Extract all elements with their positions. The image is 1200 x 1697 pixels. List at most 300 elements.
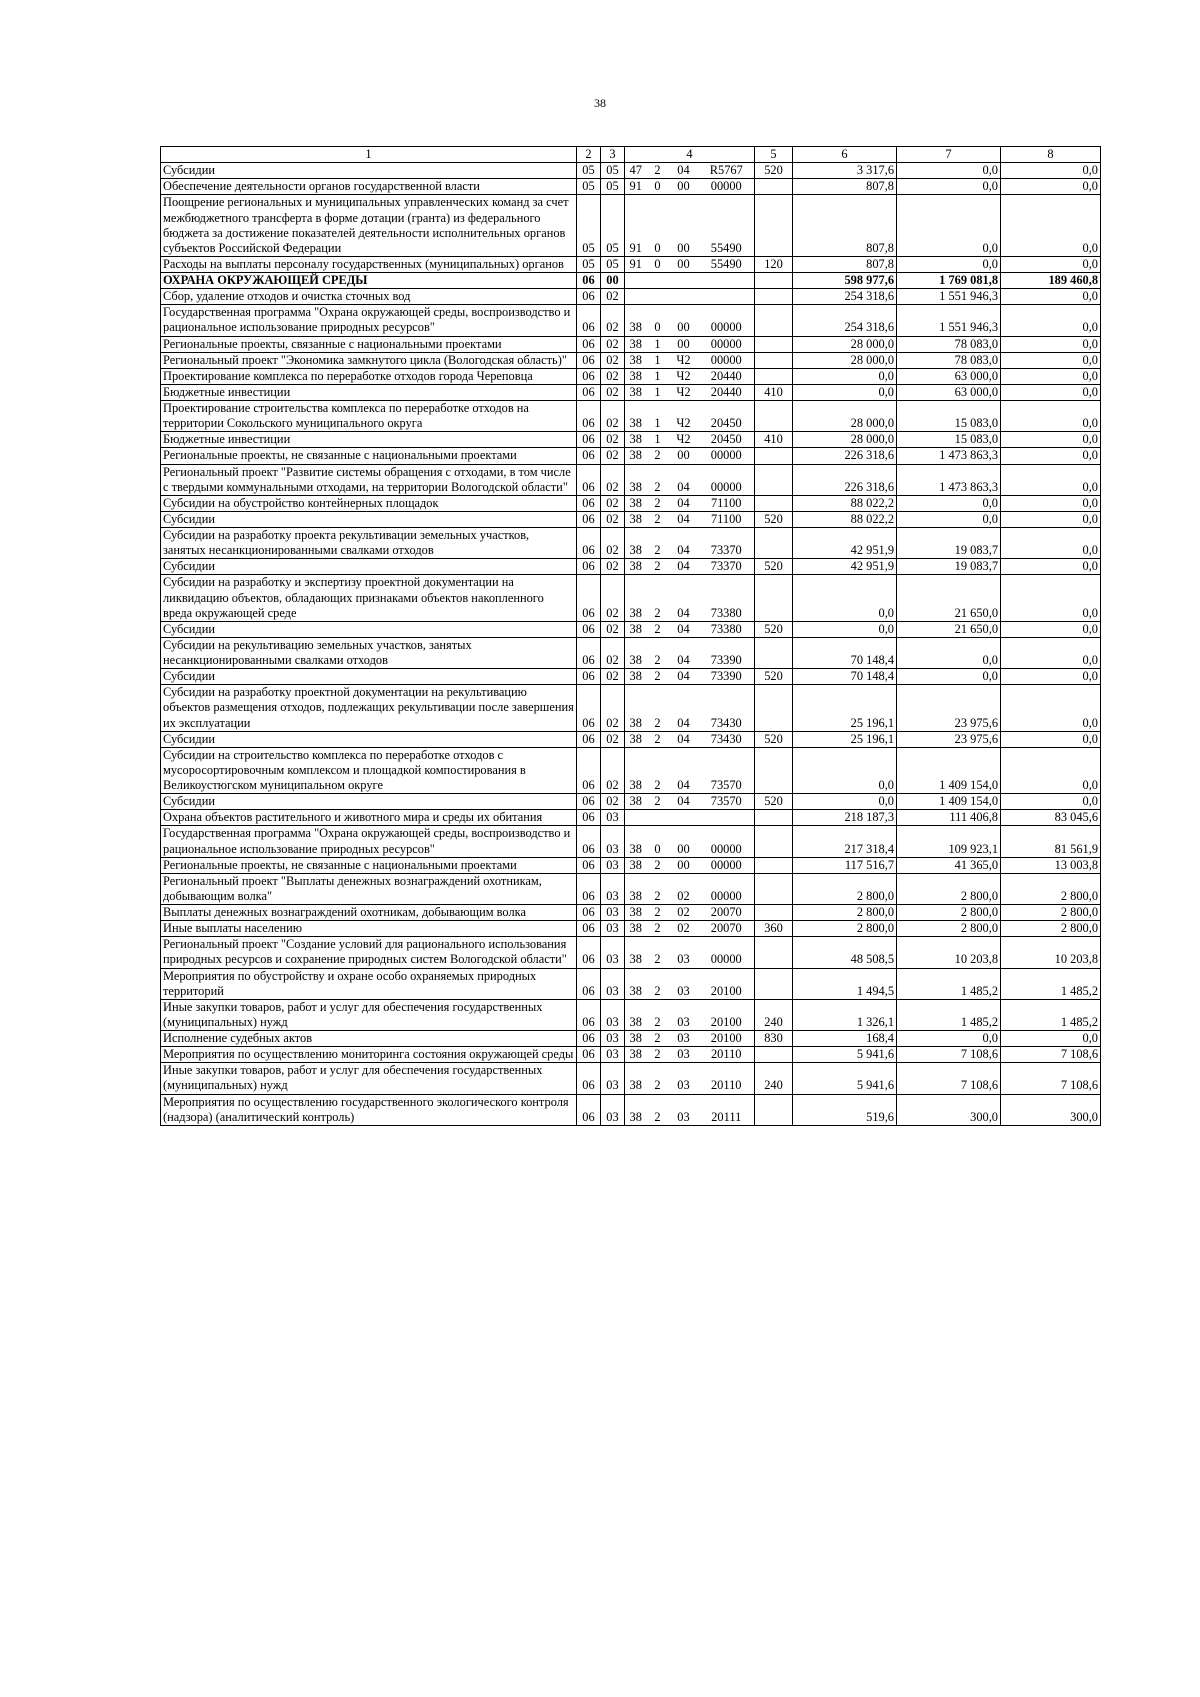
direction-code: 20100 bbox=[699, 999, 755, 1030]
subprogram-code: 2 bbox=[647, 559, 669, 575]
amount-col-7: 2 800,0 bbox=[897, 873, 1001, 904]
project-code: 03 bbox=[669, 1063, 699, 1094]
section-code: 06 bbox=[577, 937, 601, 968]
amount-col-7: 0,0 bbox=[897, 669, 1001, 685]
subsection-code: 02 bbox=[601, 464, 625, 495]
section-code: 05 bbox=[577, 179, 601, 195]
section-code: 06 bbox=[577, 747, 601, 793]
program-code: 38 bbox=[625, 747, 647, 793]
row-name: Субсидии на разработку проектной документации на рекультивацию объектов размещения отходов, подлежащих рекультивации после завершения их эксплуатации bbox=[161, 685, 577, 731]
section-code: 06 bbox=[577, 810, 601, 826]
project-code bbox=[669, 810, 699, 826]
amount-col-7: 21 650,0 bbox=[897, 621, 1001, 637]
table-row bbox=[161, 1031, 1101, 1047]
section-code: 06 bbox=[577, 1094, 601, 1125]
amount-col-6: 0,0 bbox=[793, 621, 897, 637]
direction-code: 00000 bbox=[699, 179, 755, 195]
expense-type-code bbox=[755, 685, 793, 731]
direction-code: 55490 bbox=[699, 195, 755, 257]
program-code: 38 bbox=[625, 1094, 647, 1125]
row-name: Проектирование строительства комплекса по переработке отходов на территории Сокольского муниципального округа bbox=[161, 401, 577, 432]
section-code: 06 bbox=[577, 464, 601, 495]
subsection-code: 02 bbox=[601, 305, 625, 336]
row-name: Мероприятия по обустройству и охране особо охраняемых природных территорий bbox=[161, 968, 577, 999]
program-code: 38 bbox=[625, 826, 647, 857]
subsection-code: 00 bbox=[601, 273, 625, 289]
amount-col-7: 2 800,0 bbox=[897, 921, 1001, 937]
subsection-code: 03 bbox=[601, 1047, 625, 1063]
subsection-code: 02 bbox=[601, 559, 625, 575]
amount-col-8: 0,0 bbox=[1001, 511, 1101, 527]
direction-code: 20440 bbox=[699, 384, 755, 400]
table-row bbox=[161, 401, 1101, 432]
section-code: 06 bbox=[577, 1047, 601, 1063]
row-name: Обеспечение деятельности органов государственной власти bbox=[161, 179, 577, 195]
project-code: 04 bbox=[669, 669, 699, 685]
amount-col-8: 0,0 bbox=[1001, 575, 1101, 621]
subprogram-code: 2 bbox=[647, 511, 669, 527]
row-name: ОХРАНА ОКРУЖАЮЩЕЙ СРЕДЫ bbox=[161, 273, 577, 289]
program-code: 38 bbox=[625, 511, 647, 527]
amount-col-8: 13 003,8 bbox=[1001, 857, 1101, 873]
direction-code: 73370 bbox=[699, 559, 755, 575]
subsection-code: 02 bbox=[601, 637, 625, 668]
project-code: 02 bbox=[669, 921, 699, 937]
amount-col-6: 42 951,9 bbox=[793, 528, 897, 559]
section-code: 05 bbox=[577, 256, 601, 272]
row-name: Бюджетные инвестиции bbox=[161, 432, 577, 448]
expense-type-code bbox=[755, 352, 793, 368]
direction-code: 71100 bbox=[699, 511, 755, 527]
program-code bbox=[625, 810, 647, 826]
subprogram-code: 2 bbox=[647, 621, 669, 637]
table-row bbox=[161, 336, 1101, 352]
amount-col-7: 0,0 bbox=[897, 256, 1001, 272]
project-code: 04 bbox=[669, 495, 699, 511]
amount-col-6: 117 516,7 bbox=[793, 857, 897, 873]
row-name: Региональные проекты, не связанные с национальными проектами bbox=[161, 448, 577, 464]
section-code: 06 bbox=[577, 621, 601, 637]
amount-col-6: 2 800,0 bbox=[793, 905, 897, 921]
amount-col-6: 0,0 bbox=[793, 368, 897, 384]
amount-col-6: 5 941,6 bbox=[793, 1063, 897, 1094]
amount-col-8: 0,0 bbox=[1001, 464, 1101, 495]
expense-type-code bbox=[755, 273, 793, 289]
header-col-3: 3 bbox=[601, 147, 625, 163]
subprogram-code: 2 bbox=[647, 637, 669, 668]
row-name: Поощрение региональных и муниципальных управленческих команд за счет межбюджетного трансферта в форме дотации (гранта) из федерального бюджета за достижение показателей деятельности исполнительных органов субъектов Российской Федерации bbox=[161, 195, 577, 257]
table-row bbox=[161, 968, 1101, 999]
subsection-code: 02 bbox=[601, 432, 625, 448]
subsection-code: 02 bbox=[601, 448, 625, 464]
program-code: 38 bbox=[625, 937, 647, 968]
amount-col-7: 23 975,6 bbox=[897, 685, 1001, 731]
direction-code: 20450 bbox=[699, 432, 755, 448]
direction-code: 73370 bbox=[699, 528, 755, 559]
header-col-7: 7 bbox=[897, 147, 1001, 163]
subsection-code: 03 bbox=[601, 968, 625, 999]
project-code: 03 bbox=[669, 1094, 699, 1125]
subprogram-code: 2 bbox=[647, 448, 669, 464]
subprogram-code: 0 bbox=[647, 195, 669, 257]
expense-type-code bbox=[755, 857, 793, 873]
amount-col-7: 15 083,0 bbox=[897, 401, 1001, 432]
amount-col-7: 0,0 bbox=[897, 179, 1001, 195]
row-name: Субсидии bbox=[161, 511, 577, 527]
amount-col-7: 41 365,0 bbox=[897, 857, 1001, 873]
program-code: 91 bbox=[625, 195, 647, 257]
expense-type-code bbox=[755, 528, 793, 559]
table-row bbox=[161, 810, 1101, 826]
expense-type-code: 360 bbox=[755, 921, 793, 937]
subsection-code: 02 bbox=[601, 384, 625, 400]
program-code: 38 bbox=[625, 336, 647, 352]
section-code: 06 bbox=[577, 794, 601, 810]
subprogram-code: 2 bbox=[647, 1047, 669, 1063]
row-name: Проектирование комплекса по переработке отходов города Череповца bbox=[161, 368, 577, 384]
section-code: 06 bbox=[577, 495, 601, 511]
table-row bbox=[161, 352, 1101, 368]
table-row bbox=[161, 747, 1101, 793]
row-name: Иные выплаты населению bbox=[161, 921, 577, 937]
table-row bbox=[161, 432, 1101, 448]
table-row bbox=[161, 289, 1101, 305]
amount-col-6: 1 494,5 bbox=[793, 968, 897, 999]
amount-col-6: 0,0 bbox=[793, 384, 897, 400]
amount-col-7: 300,0 bbox=[897, 1094, 1001, 1125]
amount-col-8: 0,0 bbox=[1001, 352, 1101, 368]
row-name: Расходы на выплаты персоналу государственных (муниципальных) органов bbox=[161, 256, 577, 272]
subprogram-code: 2 bbox=[647, 1094, 669, 1125]
amount-col-6: 1 326,1 bbox=[793, 999, 897, 1030]
row-name: Субсидии bbox=[161, 731, 577, 747]
header-col-6: 6 bbox=[793, 147, 897, 163]
expense-type-code: 520 bbox=[755, 621, 793, 637]
subprogram-code: 2 bbox=[647, 1063, 669, 1094]
direction-code: 00000 bbox=[699, 352, 755, 368]
subsection-code: 02 bbox=[601, 528, 625, 559]
program-code: 38 bbox=[625, 575, 647, 621]
amount-col-6: 88 022,2 bbox=[793, 495, 897, 511]
section-code: 06 bbox=[577, 273, 601, 289]
amount-col-6: 70 148,4 bbox=[793, 637, 897, 668]
table-row bbox=[161, 179, 1101, 195]
expense-type-code bbox=[755, 336, 793, 352]
direction-code bbox=[699, 810, 755, 826]
section-code: 06 bbox=[577, 352, 601, 368]
amount-col-7: 1 769 081,8 bbox=[897, 273, 1001, 289]
amount-col-6: 598 977,6 bbox=[793, 273, 897, 289]
program-code: 38 bbox=[625, 731, 647, 747]
amount-col-8: 10 203,8 bbox=[1001, 937, 1101, 968]
expense-type-code: 520 bbox=[755, 794, 793, 810]
table-row bbox=[161, 163, 1101, 179]
direction-code: 20111 bbox=[699, 1094, 755, 1125]
expense-type-code: 520 bbox=[755, 511, 793, 527]
amount-col-8: 189 460,8 bbox=[1001, 273, 1101, 289]
program-code: 38 bbox=[625, 368, 647, 384]
amount-col-8: 0,0 bbox=[1001, 336, 1101, 352]
amount-col-8: 0,0 bbox=[1001, 559, 1101, 575]
page-number: 38 bbox=[594, 96, 606, 110]
amount-col-7: 1 485,2 bbox=[897, 968, 1001, 999]
expense-type-code bbox=[755, 968, 793, 999]
row-name: Субсидии на обустройство контейнерных площадок bbox=[161, 495, 577, 511]
section-code: 06 bbox=[577, 905, 601, 921]
table-row bbox=[161, 999, 1101, 1030]
program-code: 38 bbox=[625, 669, 647, 685]
program-code bbox=[625, 273, 647, 289]
program-code: 38 bbox=[625, 873, 647, 904]
header-col-5: 5 bbox=[755, 147, 793, 163]
amount-col-8: 0,0 bbox=[1001, 432, 1101, 448]
direction-code: 73570 bbox=[699, 747, 755, 793]
amount-col-7: 0,0 bbox=[897, 163, 1001, 179]
table-row bbox=[161, 368, 1101, 384]
table-row bbox=[161, 305, 1101, 336]
section-code: 06 bbox=[577, 826, 601, 857]
project-code: 00 bbox=[669, 336, 699, 352]
amount-col-6: 0,0 bbox=[793, 794, 897, 810]
table-row bbox=[161, 637, 1101, 668]
table-row bbox=[161, 559, 1101, 575]
expense-type-code bbox=[755, 368, 793, 384]
amount-col-6: 168,4 bbox=[793, 1031, 897, 1047]
section-code: 06 bbox=[577, 873, 601, 904]
table-row bbox=[161, 1063, 1101, 1094]
expense-type-code bbox=[755, 810, 793, 826]
expense-type-code bbox=[755, 464, 793, 495]
table-row bbox=[161, 195, 1101, 257]
amount-col-6: 5 941,6 bbox=[793, 1047, 897, 1063]
section-code: 06 bbox=[577, 857, 601, 873]
amount-col-7: 1 551 946,3 bbox=[897, 305, 1001, 336]
amount-col-7: 10 203,8 bbox=[897, 937, 1001, 968]
amount-col-8: 0,0 bbox=[1001, 685, 1101, 731]
subsection-code: 02 bbox=[601, 621, 625, 637]
row-name: Иные закупки товаров, работ и услуг для обеспечения государственных (муниципальных) нужд bbox=[161, 999, 577, 1030]
program-code: 38 bbox=[625, 464, 647, 495]
amount-col-6: 88 022,2 bbox=[793, 511, 897, 527]
program-code: 38 bbox=[625, 528, 647, 559]
direction-code: 00000 bbox=[699, 826, 755, 857]
section-code: 06 bbox=[577, 336, 601, 352]
amount-col-8: 0,0 bbox=[1001, 195, 1101, 257]
direction-code: 00000 bbox=[699, 305, 755, 336]
expense-type-code bbox=[755, 289, 793, 305]
amount-col-6: 42 951,9 bbox=[793, 559, 897, 575]
expense-type-code: 520 bbox=[755, 731, 793, 747]
project-code: 00 bbox=[669, 256, 699, 272]
program-code bbox=[625, 289, 647, 305]
program-code: 38 bbox=[625, 857, 647, 873]
header-col-2: 2 bbox=[577, 147, 601, 163]
header-col-1: 1 bbox=[161, 147, 577, 163]
program-code: 38 bbox=[625, 637, 647, 668]
project-code: 00 bbox=[669, 857, 699, 873]
amount-col-6: 226 318,6 bbox=[793, 448, 897, 464]
table-row bbox=[161, 528, 1101, 559]
subprogram-code: 2 bbox=[647, 1031, 669, 1047]
table-row bbox=[161, 731, 1101, 747]
direction-code: 20110 bbox=[699, 1063, 755, 1094]
section-code: 06 bbox=[577, 401, 601, 432]
expense-type-code bbox=[755, 448, 793, 464]
subprogram-code: 2 bbox=[647, 464, 669, 495]
direction-code bbox=[699, 273, 755, 289]
amount-col-7: 2 800,0 bbox=[897, 905, 1001, 921]
amount-col-8: 0,0 bbox=[1001, 305, 1101, 336]
project-code: 03 bbox=[669, 937, 699, 968]
direction-code: 73390 bbox=[699, 637, 755, 668]
subprogram-code bbox=[647, 273, 669, 289]
expense-type-code: 520 bbox=[755, 669, 793, 685]
amount-col-6: 217 318,4 bbox=[793, 826, 897, 857]
program-code: 38 bbox=[625, 448, 647, 464]
subsection-code: 03 bbox=[601, 810, 625, 826]
section-code: 06 bbox=[577, 669, 601, 685]
program-code: 38 bbox=[625, 559, 647, 575]
section-code: 06 bbox=[577, 968, 601, 999]
amount-col-6: 2 800,0 bbox=[793, 921, 897, 937]
subsection-code: 03 bbox=[601, 1094, 625, 1125]
row-name: Субсидии на разработку и экспертизу проектной документации на ликвидацию объектов, обладающих признаками объектов накопленного вреда окружающей среде bbox=[161, 575, 577, 621]
subprogram-code bbox=[647, 289, 669, 305]
amount-col-8: 0,0 bbox=[1001, 256, 1101, 272]
amount-col-6: 807,8 bbox=[793, 195, 897, 257]
table-row bbox=[161, 495, 1101, 511]
subsection-code: 02 bbox=[601, 368, 625, 384]
project-code: 04 bbox=[669, 794, 699, 810]
subprogram-code: 0 bbox=[647, 179, 669, 195]
amount-col-7: 1 485,2 bbox=[897, 999, 1001, 1030]
direction-code: R5767 bbox=[699, 163, 755, 179]
subprogram-code: 2 bbox=[647, 905, 669, 921]
table-row bbox=[161, 511, 1101, 527]
amount-col-6: 226 318,6 bbox=[793, 464, 897, 495]
row-name: Исполнение судебных актов bbox=[161, 1031, 577, 1047]
amount-col-7: 19 083,7 bbox=[897, 528, 1001, 559]
subprogram-code: 1 bbox=[647, 352, 669, 368]
amount-col-7: 0,0 bbox=[897, 195, 1001, 257]
table-row bbox=[161, 857, 1101, 873]
row-name: Региональный проект "Развитие системы обращения с отходами, в том числе с твердыми коммунальными отходами, на территории Вологодской области" bbox=[161, 464, 577, 495]
program-code: 91 bbox=[625, 179, 647, 195]
row-name: Субсидии на разработку проекта рекультивации земельных участков, занятых несанкционированными свалками отходов bbox=[161, 528, 577, 559]
project-code: 04 bbox=[669, 621, 699, 637]
direction-code: 00000 bbox=[699, 937, 755, 968]
expense-type-code: 120 bbox=[755, 256, 793, 272]
row-name: Региональный проект "Создание условий для рационального использования природных ресурсов и сохранение природных систем Вологодской области" bbox=[161, 937, 577, 968]
subsection-code: 02 bbox=[601, 352, 625, 368]
subprogram-code: 0 bbox=[647, 305, 669, 336]
subprogram-code: 2 bbox=[647, 685, 669, 731]
row-name: Охрана объектов растительного и животного мира и среды их обитания bbox=[161, 810, 577, 826]
table-row bbox=[161, 1047, 1101, 1063]
amount-col-8: 0,0 bbox=[1001, 528, 1101, 559]
amount-col-7: 7 108,6 bbox=[897, 1047, 1001, 1063]
expense-type-code bbox=[755, 937, 793, 968]
project-code: 04 bbox=[669, 637, 699, 668]
row-name: Субсидии на рекультивацию земельных участков, занятых несанкционированными свалками отходов bbox=[161, 637, 577, 668]
expense-type-code bbox=[755, 1094, 793, 1125]
project-code: Ч2 bbox=[669, 384, 699, 400]
amount-col-6: 28 000,0 bbox=[793, 352, 897, 368]
subprogram-code: 1 bbox=[647, 384, 669, 400]
amount-col-8: 0,0 bbox=[1001, 747, 1101, 793]
subsection-code: 03 bbox=[601, 1063, 625, 1094]
amount-col-6: 254 318,6 bbox=[793, 289, 897, 305]
expense-type-code bbox=[755, 873, 793, 904]
amount-col-8: 0,0 bbox=[1001, 179, 1101, 195]
direction-code: 20100 bbox=[699, 968, 755, 999]
amount-col-6: 28 000,0 bbox=[793, 401, 897, 432]
project-code: Ч2 bbox=[669, 368, 699, 384]
section-code: 06 bbox=[577, 384, 601, 400]
subsection-code: 02 bbox=[601, 669, 625, 685]
subsection-code: 05 bbox=[601, 195, 625, 257]
row-name: Субсидии bbox=[161, 163, 577, 179]
table-row bbox=[161, 937, 1101, 968]
program-code: 38 bbox=[625, 621, 647, 637]
amount-col-7: 15 083,0 bbox=[897, 432, 1001, 448]
row-name: Региональные проекты, связанные с национальными проектами bbox=[161, 336, 577, 352]
section-code: 06 bbox=[577, 921, 601, 937]
table-row bbox=[161, 448, 1101, 464]
subprogram-code: 0 bbox=[647, 256, 669, 272]
direction-code: 20100 bbox=[699, 1031, 755, 1047]
table-row bbox=[161, 826, 1101, 857]
section-code: 06 bbox=[577, 731, 601, 747]
amount-col-6: 807,8 bbox=[793, 179, 897, 195]
amount-col-6: 48 508,5 bbox=[793, 937, 897, 968]
subsection-code: 02 bbox=[601, 401, 625, 432]
program-code: 38 bbox=[625, 432, 647, 448]
amount-col-8: 300,0 bbox=[1001, 1094, 1101, 1125]
direction-code: 20110 bbox=[699, 1047, 755, 1063]
amount-col-8: 0,0 bbox=[1001, 669, 1101, 685]
row-name: Сбор, удаление отходов и очистка сточных вод bbox=[161, 289, 577, 305]
amount-col-8: 0,0 bbox=[1001, 368, 1101, 384]
direction-code: 00000 bbox=[699, 857, 755, 873]
amount-col-7: 63 000,0 bbox=[897, 384, 1001, 400]
project-code: 04 bbox=[669, 163, 699, 179]
section-code: 06 bbox=[577, 432, 601, 448]
amount-col-6: 2 800,0 bbox=[793, 873, 897, 904]
program-code: 38 bbox=[625, 905, 647, 921]
project-code bbox=[669, 289, 699, 305]
amount-col-8: 0,0 bbox=[1001, 163, 1101, 179]
subsection-code: 03 bbox=[601, 1031, 625, 1047]
amount-col-6: 25 196,1 bbox=[793, 731, 897, 747]
subprogram-code: 2 bbox=[647, 669, 669, 685]
direction-code: 20440 bbox=[699, 368, 755, 384]
expense-type-code: 240 bbox=[755, 1063, 793, 1094]
amount-col-8: 2 800,0 bbox=[1001, 921, 1101, 937]
amount-col-7: 0,0 bbox=[897, 1031, 1001, 1047]
direction-code: 00000 bbox=[699, 336, 755, 352]
expense-type-code bbox=[755, 305, 793, 336]
amount-col-7: 109 923,1 bbox=[897, 826, 1001, 857]
direction-code: 73390 bbox=[699, 669, 755, 685]
subprogram-code: 2 bbox=[647, 857, 669, 873]
amount-col-6: 519,6 bbox=[793, 1094, 897, 1125]
subsection-code: 03 bbox=[601, 937, 625, 968]
project-code: 04 bbox=[669, 464, 699, 495]
section-code: 06 bbox=[577, 575, 601, 621]
subprogram-code: 2 bbox=[647, 794, 669, 810]
program-code: 38 bbox=[625, 968, 647, 999]
